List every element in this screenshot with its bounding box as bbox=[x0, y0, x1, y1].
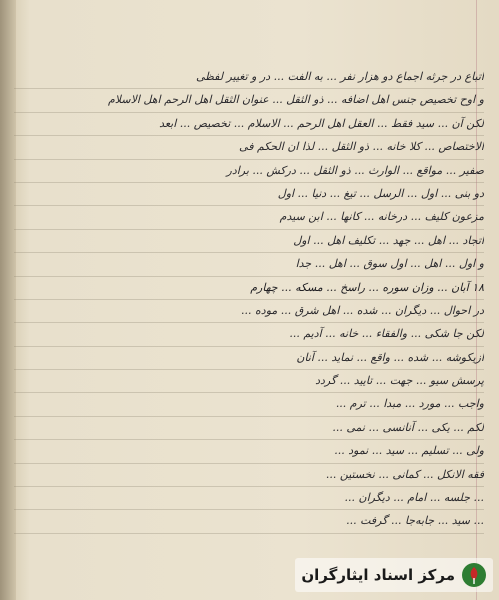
text-line: ... سید ... جابه‌جا ... گرفت ... bbox=[14, 510, 484, 533]
text-line: مزعون کلیف ... درخانه ... کانها ... ابن سیدم bbox=[14, 206, 484, 229]
logo-text: مرکز اسناد ایثارگران bbox=[301, 566, 455, 584]
text-line: فقه الانکل ... کمانی ... نخستین ... bbox=[14, 464, 484, 487]
text-line: صفیر ... مواقع ... الوارث ... ذو الثقل ... درکش ... برادر bbox=[14, 160, 484, 183]
text-line: لکن جا شکی ... والفقاء ... خانه ... آدیم ... bbox=[14, 323, 484, 346]
text-line: ازیکوشه ... شده ... واقع ... نماید ... آنان bbox=[14, 347, 484, 370]
text-line: ولی ... تسلیم ... سید ... نمود ... bbox=[14, 440, 484, 463]
text-line: و اول ... اهل ... اول سوق ... اهل ... جدا bbox=[14, 253, 484, 276]
text-line: ... جلسه ... امام ... دیگران ... bbox=[14, 487, 484, 510]
section-heading-line: ۱۸ آبان ... وزان سوره ... راسخ ... مسکه ... چهارم bbox=[14, 277, 484, 300]
text-line: دو بنی ... اول ... الرسل ... تیغ ... دنیا ... اول bbox=[14, 183, 484, 206]
text-line: واجب ... مورد ... مبدا ... ترم ... bbox=[14, 393, 484, 416]
text-line: لکن آن ... سید فقط ... العقل اهل الرحم ... الاسلام ... تخصیص ... ابعد bbox=[14, 113, 484, 136]
text-line: اتباع در جرثه اجماع دو هزار نفر ... به الفت ... در و تغییر لفظی bbox=[14, 66, 484, 89]
text-line: در احوال ... دیگران ... شده ... اهل شرق ... موده ... bbox=[14, 300, 484, 323]
watermark-logo bbox=[295, 558, 493, 592]
tulip-icon bbox=[461, 562, 487, 588]
text-line: پرسش سیو ... جهت ... تایید ... گردد bbox=[14, 370, 484, 393]
handwritten-text bbox=[14, 66, 484, 534]
text-line: اتجاد ... اهل ... جهد ... تکلیف اهل ... اول bbox=[14, 230, 484, 253]
text-line: لکم ... یکی ... آنانسی ... نمی ... bbox=[14, 417, 484, 440]
text-line: و اوح تخصیص جنس اهل اضافه ... ذو الثقل ... عنوان الثقل اهل الرحم اهل الاسلام bbox=[14, 89, 484, 112]
text-line: الاختصاص ... کلا خانه ... ذو الثقل ... لذا ان الحکم فی bbox=[14, 136, 484, 159]
